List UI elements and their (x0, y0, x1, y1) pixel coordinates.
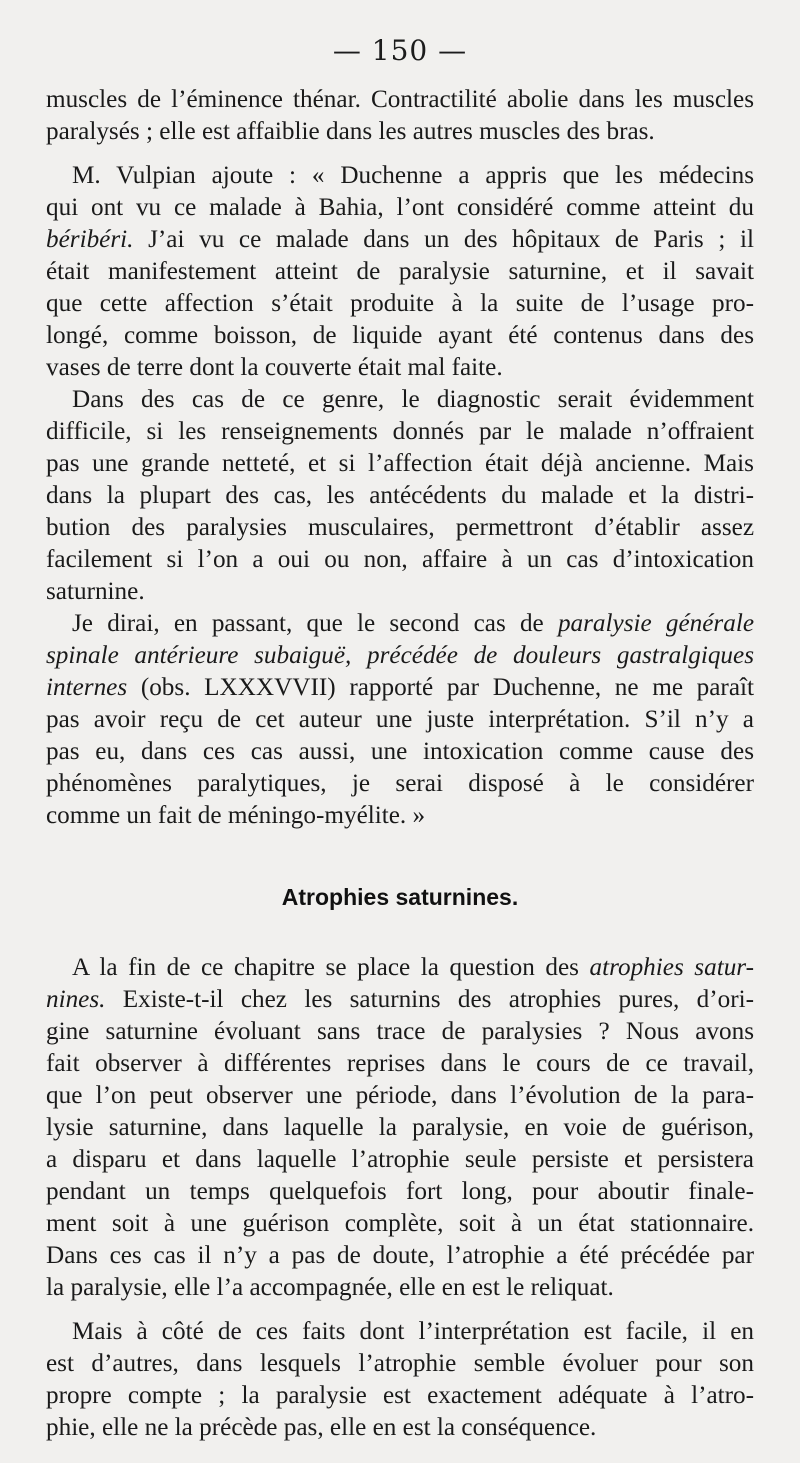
text-line: longé, comme boisson, de liquide ayant été contenus dans des (46, 322, 754, 349)
text-line: pas une grande netteté, et si l’affection était déjà ancienne. Mais (46, 450, 754, 477)
text-line: difficile, si les renseignements donnés par le malade n’offraient (46, 418, 754, 445)
text-line: fait observer à différentes reprises dans le cours de ce travail, (46, 1050, 754, 1077)
text-line: est d’autres, dans lesquels l’atrophie semble évoluer pour son (46, 1350, 754, 1377)
text-line: facilement si l’on a oui ou non, affaire à un cas d’intoxication (46, 546, 754, 573)
text-line: pendant un temps quelquefois fort long, pour aboutir finale- (46, 1178, 754, 1205)
text-line: Mais à côté de ces faits dont l’interprétation est facile, il en (72, 1318, 754, 1345)
text-line: qui ont vu ce malade à Bahia, l’ont considéré comme atteint du (46, 194, 754, 221)
text-line: a disparu et dans laquelle l’atrophie seule persiste et persistera (46, 1146, 754, 1173)
page-number: — 150 — (332, 34, 468, 67)
text-line: que cette affection s’était produite à la suite de l’usage pro- (46, 290, 754, 317)
text-line: pas avoir reçu de cet auteur une juste interprétation. S’il n’y a (46, 706, 754, 733)
text-line: muscles de l’éminence thénar. Contractilité abolie dans les muscles (46, 86, 754, 113)
paragraph-gap (46, 1304, 754, 1316)
text-line: phie, elle ne la précède pas, elle en est la conséquence. (46, 1414, 597, 1441)
text-line: Dans ces cas il n’y a pas de doute, l’atrophie a été précédée par (46, 1242, 754, 1269)
text-line: M. Vulpian ajoute : « Duchenne a appris que les médecins (72, 162, 754, 189)
text-line: A la fin de ce chapitre se place la question des atrophies satur- (72, 954, 754, 981)
text-line: nines. Existe-t-il chez les saturnins des atrophies pures, d’ori- (46, 986, 754, 1013)
text-line: propre compte ; la paralysie est exactement adéquate à l’atro- (46, 1382, 754, 1409)
text-line: saturnine. (46, 578, 145, 605)
text-line: gine saturnine évoluant sans trace de paralysies ? Nous avons (46, 1018, 754, 1045)
text-block-upper (46, 84, 754, 832)
section-heading: Atrophies saturnines. (281, 884, 519, 910)
text-line: béribéri. J’ai vu ce malade dans un des hôpitaux de Paris ; il (46, 226, 754, 253)
text-line: bution des paralysies musculaires, permettront d’établir assez (46, 514, 754, 541)
text-line: pas eu, dans ces cas aussi, une intoxication comme cause des (46, 738, 754, 765)
text-line: ment soit à une guérison complète, soit à un état stationnaire. (46, 1210, 754, 1237)
text-line: Je dirai, en passant, que le second cas de paralysie générale (72, 610, 754, 637)
text-line: phénomènes paralytiques, je serai disposé à le considérer (46, 770, 754, 797)
text-line: vases de terre dont la couverte était mal faite. (46, 354, 503, 381)
text-line: Dans des cas de ce genre, le diagnostic serait évidemment (72, 386, 754, 413)
text-line: internes (obs. LXXXVVII) rapporté par Duchenne, ne me paraît (46, 674, 754, 701)
text-line: la paralysie, elle l’a accompagnée, elle en est le reliquat. (46, 1274, 614, 1301)
text-line: spinale antérieure subaiguë, précédée de douleurs gastralgiques (46, 642, 754, 669)
text-block-lower (46, 952, 754, 1444)
paragraph-gap (46, 148, 754, 160)
text-line: paralysés ; elle est affaiblie dans les autres muscles des bras. (46, 118, 655, 145)
text-line: comme un fait de méningo-myélite. » (46, 802, 426, 829)
text-line: était manifestement atteint de paralysie saturnine, et il savait (46, 258, 754, 285)
text-line: dans la plupart des cas, les antécédents du malade et la distri- (46, 482, 754, 509)
text-line: que l’on peut observer une période, dans l’évolution de la para- (46, 1082, 754, 1109)
text-line: lysie saturnine, dans laquelle la paralysie, en voie de guérison, (46, 1114, 754, 1141)
